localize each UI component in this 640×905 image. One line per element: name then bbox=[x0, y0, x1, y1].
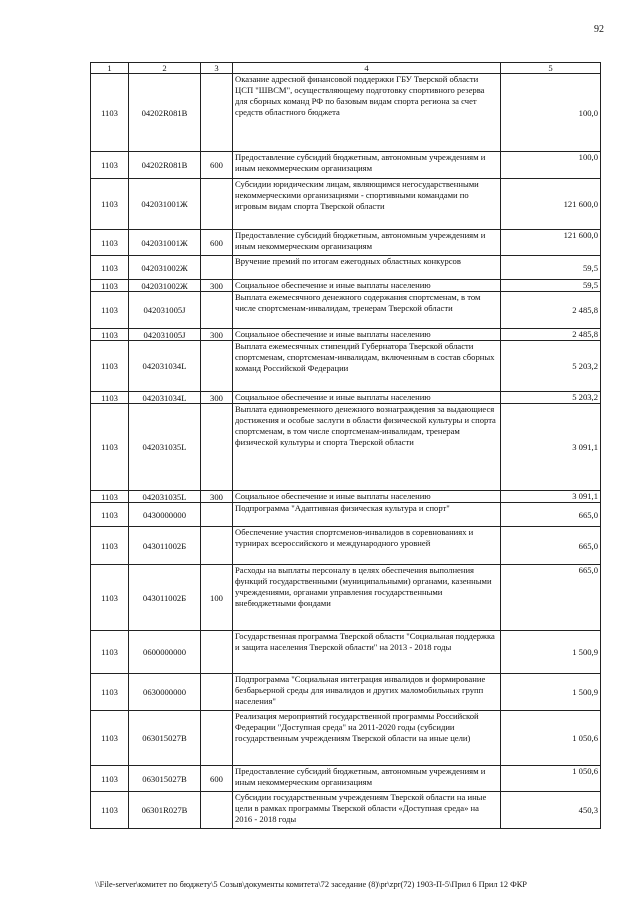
table-row bbox=[91, 527, 601, 565]
amount-cell: 5 203,2 bbox=[501, 392, 601, 404]
expense-type-cell bbox=[201, 179, 233, 230]
target-code-cell: 0630000000 bbox=[129, 674, 201, 711]
table-row bbox=[91, 341, 601, 392]
target-code-cell: 06301R027В bbox=[129, 792, 201, 829]
target-code-cell: 042031005J bbox=[129, 329, 201, 341]
section-cell: 1103 bbox=[91, 256, 129, 280]
target-code-cell: 043011002Б bbox=[129, 565, 201, 631]
section-cell: 1103 bbox=[91, 711, 129, 766]
amount-cell: 59,5 bbox=[501, 280, 601, 292]
amount-cell: 665,0 bbox=[501, 527, 601, 565]
amount-cell: 665,0 bbox=[501, 503, 601, 527]
description-cell: Социальное обеспечение и иные выплаты населению bbox=[233, 280, 501, 292]
section-cell: 1103 bbox=[91, 152, 129, 179]
amount-cell: 121 600,0 bbox=[501, 230, 601, 256]
expense-type-cell bbox=[201, 256, 233, 280]
section-cell: 1103 bbox=[91, 280, 129, 292]
amount-cell: 3 091,1 bbox=[501, 404, 601, 491]
amount-cell: 100,0 bbox=[501, 74, 601, 152]
description-cell: Выплата единовременного денежного вознаграждения за выдающиеся достижения и особые заслуги в области физической культуры и спорта спортсменам, в том числе спортсменам-инвалидам, тренерам физической культуры и спорта Тверской области bbox=[233, 404, 501, 491]
table-row bbox=[91, 152, 601, 179]
target-code-cell: 042031001Ж bbox=[129, 230, 201, 256]
target-code-cell: 0600000000 bbox=[129, 631, 201, 674]
description-cell: Предоставление субсидий бюджетным, автономным учреждениям и иным некоммерческим организациям bbox=[233, 230, 501, 256]
section-cell: 1103 bbox=[91, 565, 129, 631]
expense-type-cell: 600 bbox=[201, 152, 233, 179]
table-row bbox=[91, 792, 601, 829]
header-cell: 3 bbox=[201, 63, 233, 74]
amount-cell: 665,0 bbox=[501, 565, 601, 631]
amount-cell: 450,3 bbox=[501, 792, 601, 829]
section-cell: 1103 bbox=[91, 631, 129, 674]
expense-type-cell bbox=[201, 631, 233, 674]
target-code-cell: 042031035L bbox=[129, 404, 201, 491]
expense-type-cell bbox=[201, 341, 233, 392]
expense-type-cell bbox=[201, 292, 233, 329]
description-cell: Обеспечение участия спортсменов-инвалидов в соревнованиях и турнирах всероссийского и международного уровней bbox=[233, 527, 501, 565]
target-code-cell: 042031002Ж bbox=[129, 256, 201, 280]
table-row bbox=[91, 674, 601, 711]
description-cell: Субсидии юридическим лицам, являющимся негосударственными некоммерческими организациями - спортивными командами по игровым видам спорта Тверской области bbox=[233, 179, 501, 230]
header-cell: 5 bbox=[501, 63, 601, 74]
section-cell: 1103 bbox=[91, 329, 129, 341]
section-cell: 1103 bbox=[91, 792, 129, 829]
section-cell: 1103 bbox=[91, 341, 129, 392]
description-cell: Оказание адресной финансовой поддержки ГБУ Тверской области ЦСП "ШВСМ", осуществляющему подготовку спортивного резерва для сборных команд РФ по базовым видам спорта региона за счет средств областного бюджета bbox=[233, 74, 501, 152]
description-cell: Социальное обеспечение и иные выплаты населению bbox=[233, 491, 501, 503]
section-cell: 1103 bbox=[91, 392, 129, 404]
description-cell: Вручение премий по итогам ежегодных областных конкурсов bbox=[233, 256, 501, 280]
expense-type-cell: 300 bbox=[201, 329, 233, 341]
expense-type-cell: 100 bbox=[201, 565, 233, 631]
target-code-cell: 042031002Ж bbox=[129, 280, 201, 292]
header-cell: 4 bbox=[233, 63, 501, 74]
target-code-cell: 063015027В bbox=[129, 711, 201, 766]
target-code-cell: 042031034L bbox=[129, 392, 201, 404]
header-cell: 2 bbox=[129, 63, 201, 74]
expense-type-cell bbox=[201, 503, 233, 527]
table-row bbox=[91, 280, 601, 292]
section-cell: 1103 bbox=[91, 674, 129, 711]
target-code-cell: 042031034L bbox=[129, 341, 201, 392]
description-cell: Реализация мероприятий государственной программы Российской Федерации "Доступная среда" на 2011-2020 годы (субсидии государственным учреждениям Тверской области на иные цели) bbox=[233, 711, 501, 766]
table-row bbox=[91, 565, 601, 631]
section-cell: 1103 bbox=[91, 179, 129, 230]
expense-type-cell bbox=[201, 404, 233, 491]
file-path-footer: \\File-server\комитет по бюджету\5 Созыв\документы комитета\72 заседание (8)\pr\zpr(72) 1903-П-5\Прил 6 Прил 12 ФКР bbox=[95, 880, 527, 889]
section-cell: 1103 bbox=[91, 503, 129, 527]
section-cell: 1103 bbox=[91, 292, 129, 329]
amount-cell: 3 091,1 bbox=[501, 491, 601, 503]
table-row bbox=[91, 711, 601, 766]
table-row bbox=[91, 179, 601, 230]
table-row bbox=[91, 74, 601, 152]
description-cell: Расходы на выплаты персоналу в целях обеспечения выполнения функций государственными (муниципальными) органами, казенными учреждениями, органами управления государственными внебюджетными фондами bbox=[233, 565, 501, 631]
section-cell: 1103 bbox=[91, 74, 129, 152]
table-row bbox=[91, 392, 601, 404]
amount-cell: 1 050,6 bbox=[501, 766, 601, 792]
expense-type-cell: 300 bbox=[201, 491, 233, 503]
expense-type-cell: 300 bbox=[201, 392, 233, 404]
description-cell: Выплата ежемесячных стипендий Губернатора Тверской области спортсменам, спортсменам-инвалидам, включенным в состав сборных команд Российской Федерации bbox=[233, 341, 501, 392]
amount-cell: 5 203,2 bbox=[501, 341, 601, 392]
expense-type-cell: 600 bbox=[201, 766, 233, 792]
expense-type-cell bbox=[201, 527, 233, 565]
amount-cell: 121 600,0 bbox=[501, 179, 601, 230]
section-cell: 1103 bbox=[91, 491, 129, 503]
expense-type-cell: 600 bbox=[201, 230, 233, 256]
amount-cell: 1 050,6 bbox=[501, 711, 601, 766]
amount-cell: 1 500,9 bbox=[501, 631, 601, 674]
description-cell: Подпрограмма "Социальная интеграция инвалидов и формирование безбарьерной среды для инвалидов и других маломобильных групп населения" bbox=[233, 674, 501, 711]
target-code-cell: 043011002Б bbox=[129, 527, 201, 565]
description-cell: Выплата ежемесячного денежного содержания спортсменам, в том числе спортсменам-инвалидам, тренерам Тверской области bbox=[233, 292, 501, 329]
section-cell: 1103 bbox=[91, 230, 129, 256]
section-cell: 1103 bbox=[91, 766, 129, 792]
table-row bbox=[91, 292, 601, 329]
table-row bbox=[91, 329, 601, 341]
table-row bbox=[91, 491, 601, 503]
table-row bbox=[91, 766, 601, 792]
table-row bbox=[91, 631, 601, 674]
expense-type-cell bbox=[201, 674, 233, 711]
target-code-cell: 063015027В bbox=[129, 766, 201, 792]
description-cell: Подпрограмма "Адаптивная физическая культура и спорт" bbox=[233, 503, 501, 527]
amount-cell: 1 500,9 bbox=[501, 674, 601, 711]
target-code-cell: 042031001Ж bbox=[129, 179, 201, 230]
amount-cell: 2 485,8 bbox=[501, 329, 601, 341]
table-row bbox=[91, 230, 601, 256]
expense-type-cell bbox=[201, 792, 233, 829]
target-code-cell: 04202R081B bbox=[129, 74, 201, 152]
amount-cell: 100,0 bbox=[501, 152, 601, 179]
table-row bbox=[91, 256, 601, 280]
expense-type-cell bbox=[201, 74, 233, 152]
budget-table bbox=[90, 62, 601, 829]
target-code-cell: 042031035L bbox=[129, 491, 201, 503]
header-cell: 1 bbox=[91, 63, 129, 74]
description-cell: Субсидии государственным учреждениям Тверской области на иные цели в рамках программы Тверской области «Доступная среда» на 2016 - 2018 годы bbox=[233, 792, 501, 829]
description-cell: Предоставление субсидий бюджетным, автономным учреждениям и иным некоммерческим организациям bbox=[233, 766, 501, 792]
target-code-cell: 0430000000 bbox=[129, 503, 201, 527]
table-row bbox=[91, 503, 601, 527]
description-cell: Государственная программа Тверской области "Социальная поддержка и защита населения Тверской области" на 2013 - 2018 годы bbox=[233, 631, 501, 674]
table-header-row bbox=[91, 63, 601, 74]
description-cell: Предоставление субсидий бюджетным, автономным учреждениям и иным некоммерческим организациям bbox=[233, 152, 501, 179]
description-cell: Социальное обеспечение и иные выплаты населению bbox=[233, 329, 501, 341]
table-row bbox=[91, 404, 601, 491]
description-cell: Социальное обеспечение и иные выплаты населению bbox=[233, 392, 501, 404]
expense-type-cell: 300 bbox=[201, 280, 233, 292]
target-code-cell: 04202R081B bbox=[129, 152, 201, 179]
section-cell: 1103 bbox=[91, 527, 129, 565]
section-cell: 1103 bbox=[91, 404, 129, 491]
page-number: 92 bbox=[594, 24, 604, 35]
expense-type-cell bbox=[201, 711, 233, 766]
amount-cell: 2 485,8 bbox=[501, 292, 601, 329]
target-code-cell: 042031005J bbox=[129, 292, 201, 329]
amount-cell: 59,5 bbox=[501, 256, 601, 280]
